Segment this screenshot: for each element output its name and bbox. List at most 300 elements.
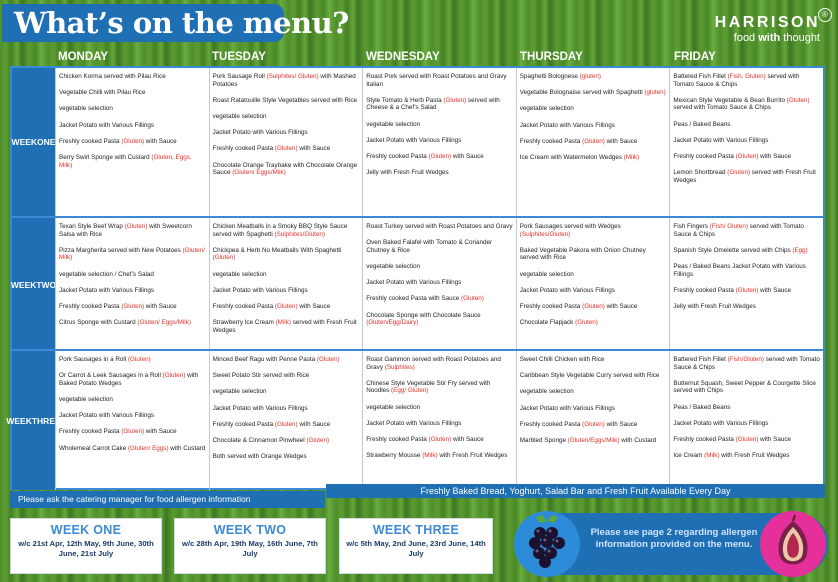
week-one-label bbox=[12, 68, 55, 216]
menu-item-text: Berry Swirl Sponge with Custard bbox=[59, 153, 152, 161]
menu-item bbox=[520, 89, 667, 97]
menu-item bbox=[213, 453, 360, 461]
week-label-line1: WEEK bbox=[6, 415, 32, 426]
allergen-tag: (Gluten/ Eggs/Milk) bbox=[232, 169, 286, 177]
allergen-tag: (Fish/Gluten) bbox=[727, 356, 765, 363]
brand-tag-post: thought bbox=[780, 32, 820, 44]
menu-item-text: Style Tomato & Herb Pasta bbox=[366, 96, 444, 104]
menu-item bbox=[520, 105, 667, 113]
menu-item-text: Freshly cooked Pasta bbox=[212, 420, 275, 428]
menu-item bbox=[213, 319, 360, 334]
menu-item bbox=[366, 279, 513, 287]
menu-item bbox=[59, 396, 206, 404]
allergen-tag: (Gluten) bbox=[582, 302, 605, 310]
menu-item bbox=[366, 404, 513, 412]
menu-item-text: vegetable selection bbox=[519, 105, 574, 113]
menu-item-text: Jacket Potato with Various Fillings bbox=[673, 136, 769, 144]
menu-item-text: Chicken Meatballs in a Smoky BBQ Style Sauce served with Spaghetti bbox=[212, 223, 348, 238]
menu-item bbox=[213, 421, 360, 429]
menu-item bbox=[366, 295, 513, 303]
page-title: What’s on the menu? bbox=[14, 6, 349, 40]
menu-item bbox=[366, 153, 513, 161]
menu-item-text: served with Fresh Fruit Wedges bbox=[212, 319, 357, 334]
menu-item bbox=[673, 380, 820, 395]
allergen-tag: (Gluten) bbox=[162, 372, 186, 380]
menu-item bbox=[673, 223, 820, 238]
allergen-tag: (Gluten) bbox=[274, 420, 298, 428]
menu-item bbox=[366, 223, 513, 231]
menu-item bbox=[213, 162, 360, 177]
menu-item-text: served with Cheese & a Chef’s Salad bbox=[366, 96, 500, 112]
menu-item-text: Chocolate Flapjack bbox=[519, 319, 576, 327]
allergen-tag: (Gluten) bbox=[121, 428, 145, 436]
menu-item-text: vegetable selection bbox=[212, 388, 267, 396]
menu-item-text: with Sweetcorn Salsa with Rice bbox=[59, 223, 192, 238]
menu-item bbox=[59, 412, 206, 420]
menu-item-text: Freshly cooked Pasta bbox=[673, 286, 736, 294]
week-one-row bbox=[12, 68, 823, 216]
menu-item-text: vegetable selection / Chef’s Salad bbox=[59, 270, 154, 278]
menu-item-text: Freshly cooked Pasta bbox=[59, 302, 122, 310]
menu-cell-monday bbox=[55, 68, 209, 216]
menu-grid bbox=[6, 66, 825, 490]
allergen-tag: (Gluten/Egg/Dairy) bbox=[366, 319, 419, 327]
menu-item-text: with Sauce bbox=[297, 145, 331, 153]
allergen-tag: (Gluten/ Milk) bbox=[59, 246, 205, 262]
allergen-tag: (Gluten) bbox=[127, 356, 151, 363]
menu-item bbox=[59, 428, 206, 436]
menu-item bbox=[59, 372, 206, 387]
menu-item-text: Roast Turkey served with Roast Potatoes and Gravy bbox=[366, 223, 513, 230]
brand-tag-pre: food bbox=[733, 32, 759, 44]
allergen-tag: (Gluten) bbox=[121, 302, 145, 310]
allergen-tag: (Sulphites/Gluten) bbox=[274, 230, 325, 238]
menu-item bbox=[213, 372, 360, 380]
menu-cell-friday bbox=[669, 218, 823, 351]
menu-item bbox=[59, 271, 206, 279]
week-label-line2: TWO bbox=[36, 279, 57, 290]
menu-item-text: with Sauce bbox=[144, 428, 177, 436]
menu-cell-thursday bbox=[516, 351, 670, 490]
menu-item-text: Lemon Shortbread bbox=[673, 169, 728, 177]
fresh-note: Freshly Baked Bread, Yoghurt, Salad Bar and Fresh Fruit Available Every Day bbox=[326, 484, 825, 498]
week-two-title: WEEK TWO bbox=[213, 523, 287, 537]
menu-item bbox=[673, 153, 820, 161]
menu-item bbox=[213, 145, 360, 153]
menu-cell-thursday bbox=[516, 218, 670, 351]
menu-item bbox=[673, 452, 820, 460]
menu-item-text: Sweet Potato Stir served with Rice bbox=[212, 372, 310, 380]
menu-item bbox=[673, 97, 820, 112]
menu-item bbox=[59, 287, 206, 295]
menu-item bbox=[520, 421, 667, 429]
menu-item bbox=[520, 154, 667, 162]
day-header-monday: MONDAY bbox=[58, 51, 109, 63]
menu-item-text: Freshly cooked Pasta bbox=[519, 420, 583, 428]
menu-item bbox=[673, 404, 820, 412]
allergen-tag: (Gluten) bbox=[735, 152, 759, 160]
allergen-tag: (Fish, Gluten) bbox=[727, 73, 766, 80]
week-label-line1: WEEK bbox=[11, 137, 38, 147]
menu-item-text: with Sauce bbox=[758, 152, 791, 160]
menu-item-text: Chickpea & Herb No Meatballs With Spaghetti bbox=[212, 246, 342, 254]
menu-item bbox=[213, 437, 360, 445]
menu-item-text: vegetable selection bbox=[366, 403, 421, 411]
menu-item-text: with Fresh Fruit Wedges bbox=[719, 452, 790, 460]
menu-item-text: Pork Sausage Roll bbox=[212, 73, 267, 80]
menu-item-text: Jacket Potato with Various Fillings bbox=[59, 286, 155, 294]
menu-item-text: Spaghetti Bolognese bbox=[519, 73, 580, 80]
menu-item bbox=[213, 287, 360, 295]
menu-cell-wednesday bbox=[362, 218, 516, 351]
menu-item-text: Jacket Potato with Various Fillings bbox=[212, 129, 308, 137]
menu-item-text: with Custard bbox=[619, 436, 657, 444]
allergen-tag: (Milk) bbox=[275, 319, 291, 327]
menu-item-text: vegetable selection bbox=[59, 395, 113, 403]
menu-cell-tuesday bbox=[209, 351, 363, 490]
allergen-tag: (Gluten/ Eggs) bbox=[127, 444, 169, 452]
menu-item-text: Jacket Potato with Various Fillings bbox=[212, 286, 308, 294]
menu-item-text: Chicken Korma served with Pilau Rice bbox=[59, 73, 166, 80]
allergen-tag: (Egg/ Gluten) bbox=[391, 387, 429, 395]
menu-item bbox=[213, 223, 360, 238]
menu-item bbox=[59, 303, 206, 311]
menu-item-text: Jacket Potato with Various Fillings bbox=[59, 412, 155, 420]
menu-item bbox=[366, 121, 513, 129]
menu-item-text: vegetable selection bbox=[59, 105, 113, 113]
menu-item-text: with Baked Potato Wedges bbox=[59, 372, 199, 387]
week-three-row bbox=[6, 349, 823, 490]
brand-tagline bbox=[715, 32, 820, 44]
menu-item-text: Jacket Potato with Various Fillings bbox=[366, 419, 462, 427]
menu-item bbox=[673, 73, 820, 88]
menu-item-text: with Sauce bbox=[297, 302, 331, 310]
week-three-dates: w/c 5th May, 2nd June, 23rd June, 14th July bbox=[346, 539, 486, 558]
menu-item bbox=[59, 247, 206, 262]
menu-item bbox=[213, 388, 360, 396]
menu-item-text: Vegetable Bolognaise served with Spaghetti bbox=[519, 89, 645, 97]
day-headers bbox=[55, 51, 825, 67]
menu-item bbox=[673, 436, 820, 444]
allergen-tag: (Gluten) bbox=[316, 356, 340, 363]
menu-cell-monday bbox=[55, 218, 209, 351]
menu-item bbox=[520, 223, 667, 238]
menu-item bbox=[520, 303, 667, 311]
menu-item-text: Freshly cooked Pasta bbox=[519, 137, 583, 145]
menu-item bbox=[520, 73, 667, 81]
menu-item bbox=[59, 445, 206, 453]
allergen-tag: (Gluten) bbox=[582, 137, 605, 145]
menu-item bbox=[520, 247, 667, 262]
menu-cell-friday bbox=[669, 351, 823, 490]
menu-item-text: served with Tomato Sauce & Chips bbox=[673, 104, 771, 112]
allergen-tag: (Gluten) bbox=[428, 152, 452, 160]
week-three-label bbox=[6, 351, 61, 490]
menu-cell-thursday bbox=[516, 68, 670, 216]
allergen-tag: (Gluten) bbox=[274, 145, 298, 153]
menu-item-text: vegetable selection bbox=[519, 270, 574, 278]
menu-item-text: Mexican Style Vegetable & Bean Burrito bbox=[673, 96, 787, 104]
menu-item-text: Jelly with Fresh Fruit Wedges bbox=[366, 169, 449, 177]
allergen-tag: (Gluten) bbox=[461, 295, 484, 303]
allergen-tag: (Gluten) bbox=[121, 137, 145, 145]
menu-item-text: with Sauce bbox=[144, 302, 177, 310]
menu-item-text: Freshly cooked Pasta bbox=[59, 137, 122, 145]
week-label-line2: THREE bbox=[31, 415, 61, 426]
allergen-tag: (Milk) bbox=[623, 153, 640, 161]
menu-item-text: served with Fresh Fruit Wedges bbox=[673, 169, 816, 184]
menu-item bbox=[213, 271, 360, 279]
menu-item-text: Pork Sausages in a Roll bbox=[59, 356, 128, 363]
menu-item-text: with Sauce bbox=[297, 420, 331, 428]
allergen-tag: (gluten) bbox=[644, 89, 666, 97]
allergen-note: Please ask the catering manager for food allergen information bbox=[10, 491, 325, 508]
menu-item-text: Sweet Chilli Chicken with Rice bbox=[519, 356, 605, 363]
menu-item-text: Freshly cooked Pasta bbox=[673, 435, 736, 443]
menu-cell-tuesday bbox=[209, 68, 363, 216]
menu-item-text: with Sauce bbox=[758, 435, 791, 443]
menu-item bbox=[673, 420, 820, 428]
menu-item bbox=[213, 303, 360, 311]
menu-item-text: Freshly cooked Pasta bbox=[673, 152, 736, 160]
menu-item-text: vegetable selection bbox=[212, 112, 267, 120]
menu-item-text: Jacket Potato with Various Fillings bbox=[519, 404, 615, 412]
blackberry-icon bbox=[514, 511, 580, 577]
menu-item-text: Marbled Sponge bbox=[519, 436, 568, 444]
menu-item bbox=[520, 319, 667, 327]
menu-item bbox=[59, 73, 206, 81]
menu-item-text: with Sauce bbox=[451, 435, 484, 443]
menu-item bbox=[213, 113, 360, 121]
menu-item-text: Roast Pork served with Roast Potatoes and Gravy Italian bbox=[366, 73, 507, 88]
menu-item-text: Jacket Potato with Various Fillings bbox=[59, 121, 155, 129]
menu-item bbox=[213, 129, 360, 137]
menu-item bbox=[213, 356, 360, 364]
menu-item-text: with Sauce bbox=[144, 137, 177, 145]
menu-item-text: Freshly cooked Pasta bbox=[366, 152, 429, 160]
menu-item bbox=[59, 319, 206, 327]
blackberry-icon-graphic bbox=[514, 511, 580, 577]
week-three-dates-box bbox=[339, 518, 493, 574]
menu-item bbox=[59, 154, 206, 169]
menu-item-text: Jacket Potato with Various Fillings bbox=[366, 136, 462, 144]
menu-item bbox=[59, 105, 206, 113]
brand-name: HARRISON bbox=[714, 14, 820, 31]
allergen-tag: (Gluten) bbox=[212, 254, 236, 262]
menu-item bbox=[520, 388, 667, 396]
menu-item-text: with Sauce bbox=[758, 286, 791, 294]
day-header-tuesday: TUESDAY bbox=[212, 51, 266, 63]
title-banner bbox=[2, 4, 349, 42]
allergen-tag: (Gluten) bbox=[306, 436, 330, 444]
fig-icon-graphic bbox=[760, 511, 826, 577]
menu-item bbox=[520, 287, 667, 295]
menu-item-text: Battered Fish Fillet bbox=[673, 73, 728, 80]
menu-item bbox=[520, 122, 667, 130]
allergen-tag: (Gluten) bbox=[727, 169, 751, 177]
menu-item bbox=[673, 263, 820, 278]
menu-item-text: Jacket Potato with Various Fillings bbox=[519, 121, 615, 129]
allergen-tag: (Gluten) bbox=[582, 420, 605, 428]
menu-item-text: Oven Baked Falafel with Tomato & Coriander Chutney & Rice bbox=[366, 239, 493, 254]
menu-item-text: vegetable selection bbox=[366, 262, 421, 270]
menu-item bbox=[366, 436, 513, 444]
allergen-tag: (Gluten) bbox=[786, 96, 810, 104]
menu-item bbox=[213, 405, 360, 413]
menu-item-text: Roast Ratatouille Style Vegetables served with Rice bbox=[212, 96, 358, 104]
menu-item-text: Ice Cream bbox=[673, 452, 705, 460]
menu-item-text: Freshly cooked Pasta bbox=[212, 302, 275, 310]
menu-item-text: Both served with Orange Wedges bbox=[212, 453, 307, 461]
menu-item-text: Peas / Baked Beans bbox=[673, 403, 731, 411]
menu-item bbox=[59, 89, 206, 97]
menu-item-text: Pizza Margherita served with New Potatoes bbox=[59, 246, 183, 254]
menu-item-text: Roast Gammon served with Roast Potatoes and Gravy bbox=[366, 356, 501, 371]
menu-item bbox=[366, 97, 513, 112]
menu-item bbox=[59, 223, 206, 238]
menu-cell-wednesday bbox=[362, 68, 516, 216]
menu-item bbox=[366, 263, 513, 271]
menu-item bbox=[673, 137, 820, 145]
menu-item-text: Jacket Potato with Various Fillings bbox=[366, 279, 462, 287]
day-header-wednesday: WEDNESDAY bbox=[366, 51, 440, 63]
allergen-info-text: Please see page 2 regarding allergen information provided on the menu. bbox=[590, 527, 758, 550]
menu-item-text: with Sauce bbox=[604, 137, 638, 145]
menu-item bbox=[520, 356, 667, 364]
week-one-dates: w/c 21st Apr, 12th May, 9th June, 30th June, 21st July bbox=[18, 539, 154, 558]
menu-item bbox=[366, 169, 513, 177]
week-two-dates: w/c 28th Apr, 19th May, 16th June, 7th July bbox=[182, 539, 318, 558]
menu-item-text: Freshly cooked Pasta with Sauce bbox=[366, 295, 462, 303]
week-one-title: WEEK ONE bbox=[50, 523, 122, 537]
allergen-tag: (Egg) bbox=[792, 246, 808, 254]
menu-item-text: Chocolate Sponge with Chocolate Sauce bbox=[366, 311, 481, 319]
menu-item-text: Peas / Baked Beans Jacket Potato with Various Fillings bbox=[673, 262, 806, 278]
menu-item-text: served with Tomato Sauce & Chips bbox=[673, 73, 800, 88]
menu-item bbox=[59, 122, 206, 130]
menu-cell-friday bbox=[669, 68, 823, 216]
menu-item bbox=[673, 356, 820, 371]
menu-item-text: with Custard bbox=[168, 444, 206, 452]
menu-item bbox=[673, 303, 820, 311]
menu-item-text: Battered Fish Fillet bbox=[673, 356, 728, 363]
menu-item-text: Freshly cooked Pasta bbox=[519, 302, 583, 310]
menu-item bbox=[673, 247, 820, 255]
menu-item bbox=[673, 121, 820, 129]
menu-item-text: Chinese Style Vegetable Stir Fry served with Noodles bbox=[366, 379, 491, 395]
allergen-info-box bbox=[514, 513, 828, 575]
menu-item-text: Ice Cream with Watermelon Wedges bbox=[519, 153, 624, 161]
allergen-tag: (Gluten) bbox=[428, 435, 452, 443]
menu-item-text: Jelly with Fresh Fruit Wedges bbox=[673, 302, 756, 310]
menu-item bbox=[366, 380, 513, 395]
menu-item bbox=[213, 97, 360, 105]
fig-icon bbox=[760, 511, 826, 577]
menu-item bbox=[366, 452, 513, 460]
menu-item-text: Chocolate Orange Traybake with Chocolate Orange Sauce bbox=[212, 161, 358, 177]
menu-item bbox=[366, 239, 513, 254]
allergen-tag: (Gluten/ Eggs/Milk) bbox=[137, 319, 191, 327]
menu-item-text: Citrus Sponge with Custard bbox=[59, 319, 138, 327]
week-one-dates-box bbox=[10, 518, 162, 574]
menu-item-text: Fish Fingers bbox=[673, 223, 710, 230]
menu-item-text: Wholemeal Carrot Cake bbox=[59, 444, 128, 452]
menu-item-text: Freshly cooked Pasta bbox=[59, 428, 122, 436]
allergen-tag: (gluten) bbox=[579, 73, 602, 80]
menu-item-text: Strawberry Mousse bbox=[366, 452, 423, 460]
menu-item bbox=[59, 356, 206, 364]
menu-item-text: Peas / Baked Beans bbox=[673, 120, 731, 128]
menu-item-text: with Sauce bbox=[604, 420, 638, 428]
menu-item-text: Butternut Squash, Sweet Pepper & Courgette Slice served with Chips bbox=[673, 379, 816, 395]
menu-item-text: with Fresh Fruit Wedges bbox=[437, 452, 508, 460]
menu-item-text: Or Carrot & Leek Sausages in a Roll bbox=[59, 372, 163, 380]
menu-item-text: vegetable selection bbox=[212, 270, 267, 278]
menu-item-text: with Sauce bbox=[451, 152, 484, 160]
allergen-tag: (Gluten) bbox=[274, 302, 298, 310]
allergen-tag: (Gluten, Eggs, Milk) bbox=[59, 153, 192, 169]
allergen-tag: (Gluten) bbox=[735, 286, 759, 294]
menu-item bbox=[520, 405, 667, 413]
menu-cell-monday bbox=[55, 351, 209, 490]
day-header-friday: FRIDAY bbox=[674, 51, 716, 63]
week-two-row bbox=[12, 216, 823, 351]
registered-badge: ® bbox=[818, 8, 832, 22]
week-label-line2: ONE bbox=[37, 137, 56, 147]
menu-item-text: Freshly cooked Pasta bbox=[366, 435, 429, 443]
menu-item bbox=[673, 287, 820, 295]
allergen-tag: (Gluten) bbox=[124, 223, 148, 230]
allergen-tag: (Fish/ Gluten) bbox=[709, 223, 748, 230]
week-three-title: WEEK THREE bbox=[372, 523, 460, 537]
menu-item-text: Baked Vegetable Pakora with Onion Chutney served with Rice bbox=[519, 246, 646, 262]
allergen-tag: (Gluten) bbox=[443, 96, 467, 104]
menu-item bbox=[520, 437, 667, 445]
menu-item-text: Texan Style Beef Wrap bbox=[59, 223, 125, 230]
week-two-dates-box bbox=[174, 518, 326, 574]
menu-item bbox=[366, 420, 513, 428]
menu-item bbox=[213, 73, 360, 88]
week-label-line1: WEEK bbox=[10, 279, 37, 290]
menu-item-text: Jacket Potato with Various Fillings bbox=[519, 286, 615, 294]
menu-item-text: served with Tomato Sauce & Chips bbox=[673, 223, 804, 238]
menu-item bbox=[673, 169, 820, 184]
allergen-tag: (Milk) bbox=[704, 452, 720, 460]
menu-item bbox=[366, 356, 513, 371]
allergen-tag: (Gluten) bbox=[735, 435, 759, 443]
menu-item-text: Minced Beef Ragu with Penne Pasta bbox=[212, 356, 317, 363]
week-two-label bbox=[12, 218, 55, 351]
brand-tag-bold: with bbox=[758, 32, 781, 44]
menu-item-text: Chocolate & Cinnamon Pinwheel bbox=[212, 436, 307, 444]
allergen-tag: (Sulphites) bbox=[384, 363, 415, 371]
allergen-tag: (Gluten) bbox=[575, 319, 598, 327]
allergen-tag: (Sulphites/ Gluten) bbox=[266, 73, 319, 80]
menu-item bbox=[213, 247, 360, 262]
menu-item-text: Caribbean Style Vegetable Curry served with Rice bbox=[519, 372, 660, 380]
menu-item bbox=[520, 138, 667, 146]
menu-item-text: served with Tomato Sauce & Chips bbox=[673, 356, 820, 371]
menu-item bbox=[59, 138, 206, 146]
allergen-tag: (Gluten/Eggs/Milk) bbox=[567, 436, 620, 444]
allergen-tag: (Sulphites/Gluten) bbox=[519, 230, 571, 238]
menu-cell-wednesday bbox=[362, 351, 516, 490]
menu-cell-tuesday bbox=[209, 218, 363, 351]
menu-item-text: Strawberry Ice Cream bbox=[212, 319, 276, 327]
menu-item-text: Pork Sausages served with Wedges bbox=[519, 223, 621, 230]
menu-item-text: with Mashed Potatoes bbox=[212, 73, 356, 88]
menu-item-text: Vegetable Chilli with Pilau Rice bbox=[59, 89, 146, 97]
